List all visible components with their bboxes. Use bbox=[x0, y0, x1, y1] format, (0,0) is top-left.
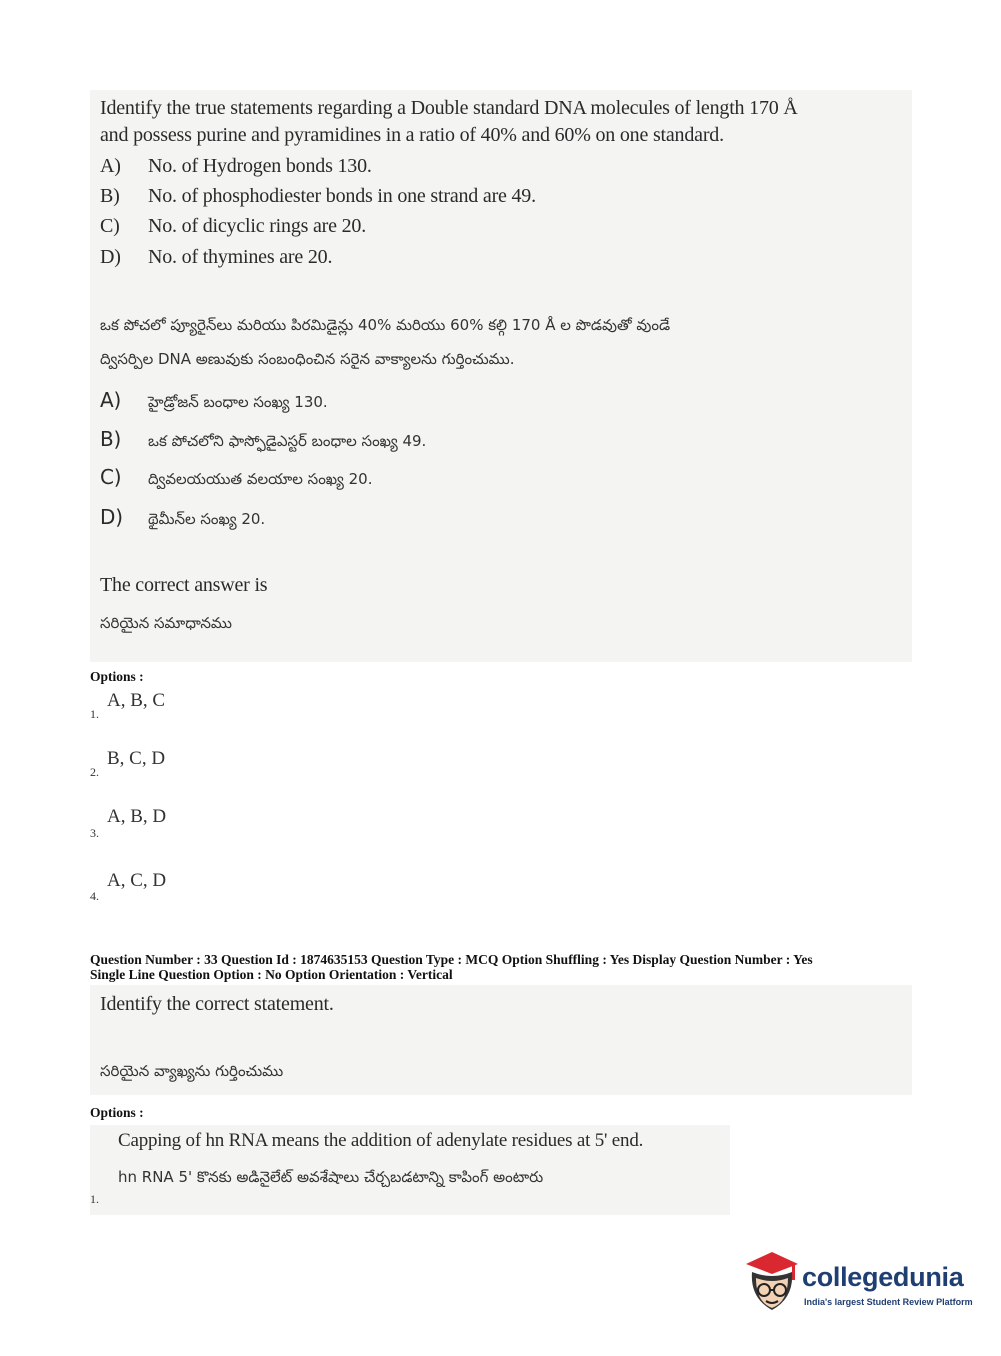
q33-option-1-te: hn RNA 5' కొనకు అడినైలేట్ అవశేషాలు చేర్చబడటాన్ని కాపింగ్ అంటారు bbox=[118, 1168, 544, 1186]
q33-stem-en: Identify the correct statement. bbox=[100, 993, 334, 1015]
choice-text: B, C, D bbox=[107, 748, 166, 769]
q32-stem-line-2: and possess purine and pyramidines in a ratio of 40% and 60% on one standard. bbox=[100, 124, 724, 146]
q32-en-option-c bbox=[100, 215, 366, 238]
logo-tagline: India's largest Student Review Platform bbox=[804, 1297, 973, 1307]
q32-te-stem-line-2: ద్విసర్పిల DNA అణువుకు సంబంధించిన సరైన వాక్యాలను గుర్తించుము. bbox=[100, 350, 515, 368]
choice-number: 2. bbox=[90, 765, 99, 779]
option-text: No. of dicyclic rings are 20. bbox=[148, 215, 367, 237]
choice-text: A, C, D bbox=[107, 870, 167, 891]
option-label: A) bbox=[100, 155, 121, 177]
choice-number: 1. bbox=[90, 707, 99, 721]
q33-meta-line-1: Question Number : 33 Question Id : 1874635153 Question Type : MCQ Option Shuffling : Yes Display Question Number : Yes bbox=[90, 952, 813, 967]
option-label: D) bbox=[100, 505, 123, 529]
option-text: హైడ్రోజన్ బంధాల సంఖ్య 130. bbox=[148, 393, 328, 411]
collegedunia-logo bbox=[742, 1250, 972, 1320]
q32-en-option-a bbox=[100, 155, 372, 178]
option-label: B) bbox=[100, 427, 122, 451]
option-text: No. of Hydrogen bonds 130. bbox=[148, 155, 372, 177]
q32-choice-4[interactable] bbox=[90, 870, 167, 903]
q33-options-heading: Options : bbox=[90, 1105, 144, 1120]
q32-te-option-a bbox=[100, 388, 328, 415]
option-text: ద్వివలయయుత వలయాల సంఖ్య 20. bbox=[148, 470, 373, 488]
q32-te-option-c bbox=[100, 465, 372, 492]
q32-stem-line-1: Identify the true statements regarding a Double standard DNA molecules of length 170 Å bbox=[100, 97, 798, 119]
q32-answer-prompt-en: The correct answer is bbox=[100, 574, 268, 596]
q32-choice-1[interactable] bbox=[90, 690, 166, 721]
graduate-mascot-icon bbox=[742, 1250, 802, 1320]
q32-te-option-b bbox=[100, 427, 426, 454]
q33-option-1-number: 1. bbox=[90, 1192, 99, 1206]
choice-number: 3. bbox=[90, 826, 99, 840]
q32-en-option-b bbox=[100, 185, 536, 208]
logo-wordmark: collegedunia bbox=[802, 1262, 964, 1292]
q32-choice-2[interactable] bbox=[90, 748, 166, 779]
q33-option-1[interactable] bbox=[90, 1128, 730, 1213]
q32-te-option-d bbox=[100, 505, 265, 532]
q33-option-1-en: Capping of hn RNA means the addition of adenylate residues at 5' end. bbox=[118, 1130, 644, 1151]
choice-text: A, B, D bbox=[107, 806, 167, 827]
option-text: No. of phosphodiester bonds in one strand are 49. bbox=[148, 185, 536, 207]
option-label: D) bbox=[100, 246, 121, 268]
choice-number: 4. bbox=[90, 889, 99, 903]
option-label: A) bbox=[100, 388, 122, 412]
option-label: B) bbox=[100, 185, 120, 207]
q33-stem-te: సరియైన వ్యాఖ్యను గుర్తించుము bbox=[100, 1062, 284, 1080]
q32-te-stem-line-1: ఒక పోచలో ప్యూరైన్‌లు మరియు పిరమిడైన్లు 40% మరియు 60% కల్గి 170 Å ల పొడవుతో వుండే bbox=[100, 316, 671, 334]
q32-en-option-d bbox=[100, 246, 332, 269]
option-text: థైమీన్‌ల సంఖ్య 20. bbox=[148, 510, 266, 528]
option-label: C) bbox=[100, 215, 120, 237]
option-text: No. of thymines are 20. bbox=[148, 246, 333, 268]
q33-meta-line-2: Single Line Question Option : No Option Orientation : Vertical bbox=[90, 967, 453, 982]
option-label: C) bbox=[100, 465, 122, 489]
q32-answer-prompt-te: సరియైన సమాధానము bbox=[100, 614, 232, 632]
option-text: ఒక పోచలోని ఫాస్ఫోడైఎస్టర్ బంధాల సంఖ్య 49. bbox=[148, 432, 427, 450]
choice-text: A, B, C bbox=[107, 690, 166, 711]
q32-choice-3[interactable] bbox=[90, 806, 167, 840]
q32-options-heading: Options : bbox=[90, 669, 144, 684]
